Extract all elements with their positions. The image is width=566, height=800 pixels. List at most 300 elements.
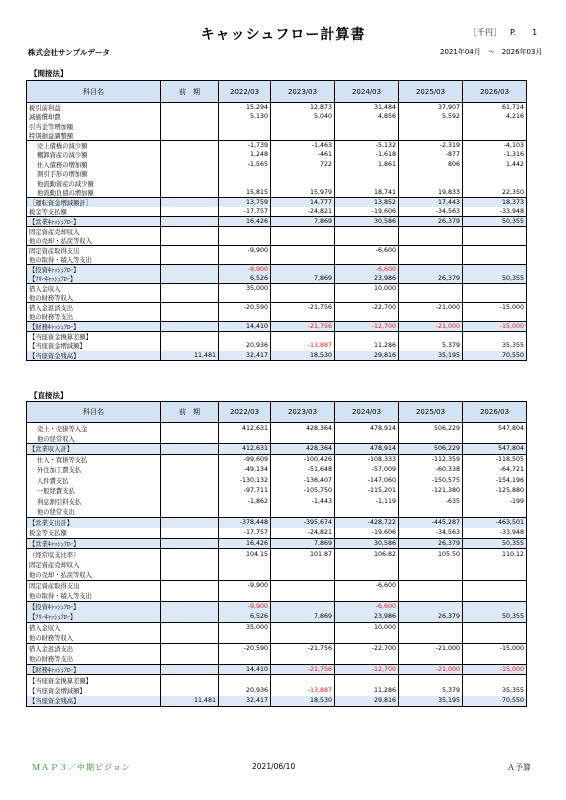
value-cell: -112,359 [399, 454, 463, 465]
value-cell: 10,000 [335, 622, 399, 633]
prior-period-cell [161, 591, 219, 602]
value-cell [463, 675, 527, 686]
account-name-cell: 利息割引料支払 [37, 498, 82, 506]
value-cell [463, 122, 527, 132]
prior-period-cell [161, 227, 219, 237]
value-cell [271, 227, 335, 237]
account-name-cell: 税金等支払額 [29, 530, 67, 537]
col-header-year: 2024/03 [335, 81, 399, 103]
value-cell: 30,586 [335, 538, 399, 549]
value-cell [335, 227, 399, 237]
value-cell [463, 559, 527, 570]
value-cell: 13,852 [335, 198, 399, 208]
value-cell: -34,563 [399, 528, 463, 539]
value-cell [271, 601, 335, 612]
value-cell: 7,869 [271, 538, 335, 549]
value-cell: 70,550 [463, 696, 527, 707]
value-cell: 23,986 [335, 274, 399, 284]
value-cell: -1,565 [219, 160, 271, 170]
value-cell [399, 122, 463, 132]
prior-period-cell [161, 517, 219, 528]
account-name-cell: 【当座資金増減額】 [29, 343, 86, 351]
account-name-cell: 【営業収入計】 [27, 444, 161, 455]
table-row [27, 465, 527, 476]
col-header-year: 2026/03 [463, 81, 527, 103]
table-row [27, 685, 527, 696]
value-cell: -97,711 [219, 486, 271, 497]
table-row [27, 112, 527, 122]
value-cell: -461 [271, 150, 335, 160]
value-cell: -12,700 [335, 664, 399, 675]
value-cell [271, 122, 335, 132]
account-name-cell: 【財務ｷｬｯｼｭﾌﾛｰ】 [27, 664, 161, 675]
table-row [27, 198, 527, 208]
value-cell [463, 312, 527, 322]
value-cell [335, 559, 399, 570]
account-name-cell: 売上債権の減少額 [27, 141, 161, 151]
value-cell: -2,319 [399, 141, 463, 151]
value-cell [463, 236, 527, 246]
account-name-cell: 【営業ｷｬｯｼｭﾌﾛｰ】 [27, 217, 161, 227]
table-row [27, 507, 527, 518]
value-cell [271, 131, 335, 141]
account-name-cell: 他の財務等収入 [29, 635, 74, 642]
value-cell [335, 255, 399, 265]
account-name-cell: 【財務ｷｬｯｼｭﾌﾛｰ】 [27, 322, 161, 332]
prior-period-cell [161, 454, 219, 465]
value-cell [463, 580, 527, 591]
prior-period-cell [161, 131, 219, 141]
prior-period-cell [161, 601, 219, 612]
value-cell [219, 570, 271, 581]
account-name-cell: 他の経常支出 [37, 509, 75, 516]
account-name-cell: 【ﾌﾘｰｷｬｯｼｭﾌﾛｰ】 [27, 612, 161, 623]
value-cell [219, 654, 271, 665]
account-name-cell: 固定資産売却収入 [27, 227, 161, 237]
value-cell: 547,804 [463, 423, 527, 434]
value-cell: 31,484 [335, 103, 399, 113]
table-row [27, 160, 527, 170]
value-cell [335, 169, 399, 179]
value-cell: -1,739 [219, 141, 271, 151]
prior-period-cell [161, 112, 219, 122]
value-cell [335, 633, 399, 644]
value-cell [399, 255, 463, 265]
table-row [27, 351, 527, 361]
prior-period-cell [161, 322, 219, 332]
value-cell [219, 236, 271, 246]
value-cell [399, 312, 463, 322]
value-cell: -147,060 [335, 475, 399, 486]
value-cell: -21,000 [399, 643, 463, 654]
prior-period-cell [161, 486, 219, 497]
value-cell: -33,948 [463, 207, 527, 217]
value-cell: -154,196 [463, 475, 527, 486]
prior-period-cell [161, 236, 219, 246]
prior-period-cell [161, 622, 219, 633]
value-cell: -21,000 [399, 664, 463, 675]
prior-period-cell [161, 103, 219, 113]
value-cell: -24,821 [271, 207, 335, 217]
account-name-cell: 他流動資産の減少額 [37, 180, 94, 188]
prior-period-cell [161, 570, 219, 581]
value-cell: -635 [399, 496, 463, 507]
table-row [27, 549, 527, 560]
value-cell [463, 179, 527, 189]
value-cell: -463,501 [463, 517, 527, 528]
account-name-cell: 特別損益調整額 [29, 133, 74, 140]
value-cell [399, 580, 463, 591]
value-cell [463, 227, 527, 237]
value-cell: 7,869 [271, 274, 335, 284]
value-cell [271, 633, 335, 644]
col-header-year: 2022/03 [219, 81, 271, 103]
prior-period-cell [161, 549, 219, 560]
value-cell: -24,821 [271, 528, 335, 539]
account-name-cell: 仕入・買掛等支払 [27, 454, 161, 465]
table-row [27, 150, 527, 160]
value-cell: 32,417 [219, 351, 271, 361]
unit-label: ［千円］ [469, 28, 501, 37]
prior-period-cell [161, 188, 219, 198]
value-cell: 412,631 [219, 444, 271, 455]
value-cell: 506,229 [399, 444, 463, 455]
value-cell: -115,201 [335, 486, 399, 497]
value-cell [271, 559, 335, 570]
value-cell: -428,722 [335, 517, 399, 528]
value-cell: -6,600 [335, 246, 399, 256]
footer-product-name: ＭＡＰ３／中期ビジョン [32, 763, 131, 772]
value-cell: 14,410 [219, 664, 271, 675]
table-row [27, 528, 527, 539]
value-cell: -34,563 [399, 207, 463, 217]
value-cell [399, 675, 463, 686]
value-cell [271, 570, 335, 581]
report-title: キャッシュフロー計算書 [200, 27, 366, 43]
value-cell [271, 284, 335, 294]
value-cell [271, 580, 335, 591]
value-cell: 35,355 [463, 685, 527, 696]
value-cell [463, 284, 527, 294]
value-cell: -13,887 [271, 341, 335, 351]
value-cell: 26,379 [399, 612, 463, 623]
value-cell [219, 675, 271, 686]
value-cell: 5,379 [399, 341, 463, 351]
value-cell [219, 227, 271, 237]
value-cell [219, 591, 271, 602]
value-cell [335, 654, 399, 665]
value-cell: -17,757 [219, 207, 271, 217]
value-cell: 50,355 [463, 538, 527, 549]
value-cell [335, 236, 399, 246]
value-cell [219, 293, 271, 303]
value-cell: 15,815 [219, 188, 271, 198]
value-cell [271, 169, 335, 179]
value-cell [219, 312, 271, 322]
value-cell: 14,777 [271, 198, 335, 208]
prior-period-cell [161, 160, 219, 170]
value-cell: -100,426 [271, 454, 335, 465]
value-cell: 70,550 [463, 351, 527, 361]
value-cell [463, 654, 527, 665]
account-name-cell: 他の売却・払戻等収入 [29, 572, 92, 579]
value-cell [399, 284, 463, 294]
account-name-cell: 割引手形の増加額 [37, 171, 88, 179]
table-row [27, 612, 527, 623]
value-cell: -199 [463, 496, 527, 507]
account-name-cell: 税引前利益 [29, 105, 61, 112]
prior-period-cell [161, 312, 219, 322]
value-cell: -1,862 [219, 496, 271, 507]
value-cell [271, 246, 335, 256]
value-cell [463, 601, 527, 612]
col-header-year: 2024/03 [335, 402, 399, 423]
value-cell [271, 179, 335, 189]
account-name-cell: 【営業支出計】 [27, 517, 161, 528]
account-name-cell: 減価償却費 [29, 114, 61, 122]
value-cell: 15,294 [219, 103, 271, 113]
account-name-cell: 他の売却・払戻等収入 [29, 238, 92, 245]
table-row [27, 246, 527, 256]
value-cell [399, 633, 463, 644]
value-cell: -9,900 [219, 601, 271, 612]
value-cell [335, 675, 399, 686]
value-cell: 1,248 [219, 150, 271, 160]
value-cell: -877 [399, 150, 463, 160]
prior-period-cell: 11,481 [161, 351, 219, 361]
value-cell: 26,379 [399, 538, 463, 549]
prior-period-cell [161, 538, 219, 549]
table-row [27, 517, 527, 528]
value-cell [219, 169, 271, 179]
footer-date: 2021/06/10 [252, 762, 296, 771]
direct-method-label: 【直接法】 [30, 391, 68, 400]
value-cell [271, 675, 335, 686]
value-cell: 22,350 [463, 188, 527, 198]
value-cell: -1,443 [271, 496, 335, 507]
prior-period-cell [161, 122, 219, 132]
value-cell [271, 433, 335, 444]
value-cell: 5,592 [399, 112, 463, 122]
value-cell [335, 131, 399, 141]
value-cell: 23,986 [335, 612, 399, 623]
table-row [27, 444, 527, 455]
account-name-cell: 借入金返済支出 [27, 643, 161, 654]
account-name-cell: 【投資ｷｬｯｼｭﾌﾛｰ】 [27, 601, 161, 612]
value-cell [219, 255, 271, 265]
value-cell [271, 293, 335, 303]
value-cell [399, 570, 463, 581]
table-row [27, 454, 527, 465]
value-cell: 26,379 [399, 217, 463, 227]
value-cell [219, 507, 271, 518]
value-cell: 478,914 [335, 423, 399, 434]
value-cell: -5,132 [335, 141, 399, 151]
value-cell: -13,887 [271, 685, 335, 696]
table-row [27, 284, 527, 294]
value-cell: -57,009 [335, 465, 399, 476]
col-header-year: 2023/03 [271, 81, 335, 103]
account-name-cell: 一般経費支払 [37, 488, 75, 496]
value-cell: -51,648 [271, 465, 335, 476]
value-cell: -12,700 [335, 322, 399, 332]
value-cell: -150,575 [399, 475, 463, 486]
value-cell: -21,000 [399, 303, 463, 313]
table-row [27, 274, 527, 284]
value-cell: 19,833 [399, 188, 463, 198]
value-cell: 35,000 [219, 284, 271, 294]
table-row [27, 217, 527, 227]
indirect-cashflow-table [26, 80, 527, 361]
value-cell: 32,417 [219, 696, 271, 707]
table-row [27, 622, 527, 633]
value-cell [463, 246, 527, 256]
value-cell: -20,590 [219, 643, 271, 654]
prior-period-cell [161, 675, 219, 686]
prior-period-cell [161, 507, 219, 518]
value-cell: 30,586 [335, 217, 399, 227]
value-cell: -125,880 [463, 486, 527, 497]
value-cell: 35,195 [399, 351, 463, 361]
value-cell [335, 433, 399, 444]
prior-period-cell [161, 633, 219, 644]
value-cell: -60,338 [399, 465, 463, 476]
value-cell: -130,132 [219, 475, 271, 486]
prior-period-cell [161, 265, 219, 275]
indirect-method-label: 【間接法】 [30, 69, 68, 78]
value-cell [463, 591, 527, 602]
account-name-cell: 【当座資金換算差額】 [27, 332, 161, 342]
table-row [27, 322, 527, 332]
value-cell: -33,948 [463, 528, 527, 539]
value-cell: -19,606 [335, 528, 399, 539]
col-header-prior: 前 期 [161, 81, 219, 103]
account-name-cell: 借入金返済支出 [27, 303, 161, 313]
value-cell [219, 633, 271, 644]
account-name-cell: ［運転資金増減額計］ [27, 198, 161, 208]
value-cell [335, 507, 399, 518]
table-row [27, 664, 527, 675]
value-cell: -15,000 [463, 643, 527, 654]
value-cell: 16,426 [219, 538, 271, 549]
table-row [27, 643, 527, 654]
table-row [27, 486, 527, 497]
value-cell [271, 507, 335, 518]
value-cell: 18,741 [335, 188, 399, 198]
table-header-row [27, 81, 527, 103]
value-cell [463, 570, 527, 581]
value-cell: -49,134 [219, 465, 271, 476]
value-cell [463, 293, 527, 303]
prior-period-cell [161, 580, 219, 591]
account-name-cell: 外注加工費支払 [37, 467, 82, 475]
value-cell [399, 601, 463, 612]
value-cell [399, 507, 463, 518]
value-cell: 6,526 [219, 274, 271, 284]
value-cell: 4,216 [463, 112, 527, 122]
value-cell: -4,103 [463, 141, 527, 151]
value-cell: 35,000 [219, 622, 271, 633]
prior-period-cell [161, 496, 219, 507]
table-row [27, 696, 527, 707]
table-row [27, 169, 527, 179]
value-cell: 17,443 [399, 198, 463, 208]
value-cell: -17,757 [219, 528, 271, 539]
table-row [27, 654, 527, 665]
value-cell [399, 559, 463, 570]
table-row [27, 179, 527, 189]
col-header-year: 2026/03 [463, 402, 527, 423]
prior-period-cell [161, 475, 219, 486]
value-cell: 35,355 [463, 341, 527, 351]
value-cell: -19,606 [335, 207, 399, 217]
prior-period-cell: 11,481 [161, 696, 219, 707]
company-name: 株式会社サンプルデータ [28, 48, 110, 57]
value-cell: -105,750 [271, 486, 335, 497]
account-name-cell: 【営業ｷｬｯｼｭﾌﾛｰ】 [27, 538, 161, 549]
prior-period-cell [161, 198, 219, 208]
prior-period-cell [161, 284, 219, 294]
value-cell: 18,373 [463, 198, 527, 208]
value-cell: -118,505 [463, 454, 527, 465]
value-cell [219, 332, 271, 342]
value-cell: 26,379 [399, 274, 463, 284]
value-cell: -136,407 [271, 475, 335, 486]
account-name-cell: 他の財務等収入 [29, 295, 74, 302]
prior-period-cell [161, 341, 219, 351]
value-cell: 7,869 [271, 217, 335, 227]
table-row [27, 131, 527, 141]
page-number: P. 1 [510, 28, 538, 37]
account-name-cell: 【ﾌﾘｰｷｬｯｼｭﾌﾛｰ】 [27, 274, 161, 284]
table-row [27, 423, 527, 434]
value-cell: 506,229 [399, 423, 463, 434]
col-header-year: 2025/03 [399, 402, 463, 423]
value-cell [463, 433, 527, 444]
prior-period-cell [161, 179, 219, 189]
table-header-row [27, 402, 527, 423]
table-row [27, 601, 527, 612]
value-cell [219, 122, 271, 132]
value-cell: -1,618 [335, 150, 399, 160]
table-row [27, 207, 527, 217]
value-cell: 5,130 [219, 112, 271, 122]
prior-period-cell [161, 612, 219, 623]
value-cell [219, 131, 271, 141]
value-cell [271, 654, 335, 665]
account-name-cell: 税金等支払額 [29, 209, 67, 216]
table-row [27, 265, 527, 275]
account-name-cell: 【当座資金増減額】 [29, 687, 86, 695]
account-name-cell: 借入金収入 [27, 284, 161, 294]
table-row [27, 341, 527, 351]
prior-period-cell [161, 207, 219, 217]
table-row [27, 475, 527, 486]
account-name-cell: 借入金収入 [27, 622, 161, 633]
table-row [27, 633, 527, 644]
value-cell [463, 131, 527, 141]
value-cell: -378,448 [219, 517, 271, 528]
account-name-cell: 棚卸資産の減少額 [37, 152, 88, 160]
value-cell: -6,600 [335, 580, 399, 591]
value-cell: -21,756 [271, 664, 335, 675]
value-cell [399, 622, 463, 633]
value-cell: -21,000 [399, 322, 463, 332]
table-row [27, 141, 527, 151]
value-cell: 722 [271, 160, 335, 170]
prior-period-cell [161, 274, 219, 284]
value-cell: 101.87 [271, 549, 335, 560]
